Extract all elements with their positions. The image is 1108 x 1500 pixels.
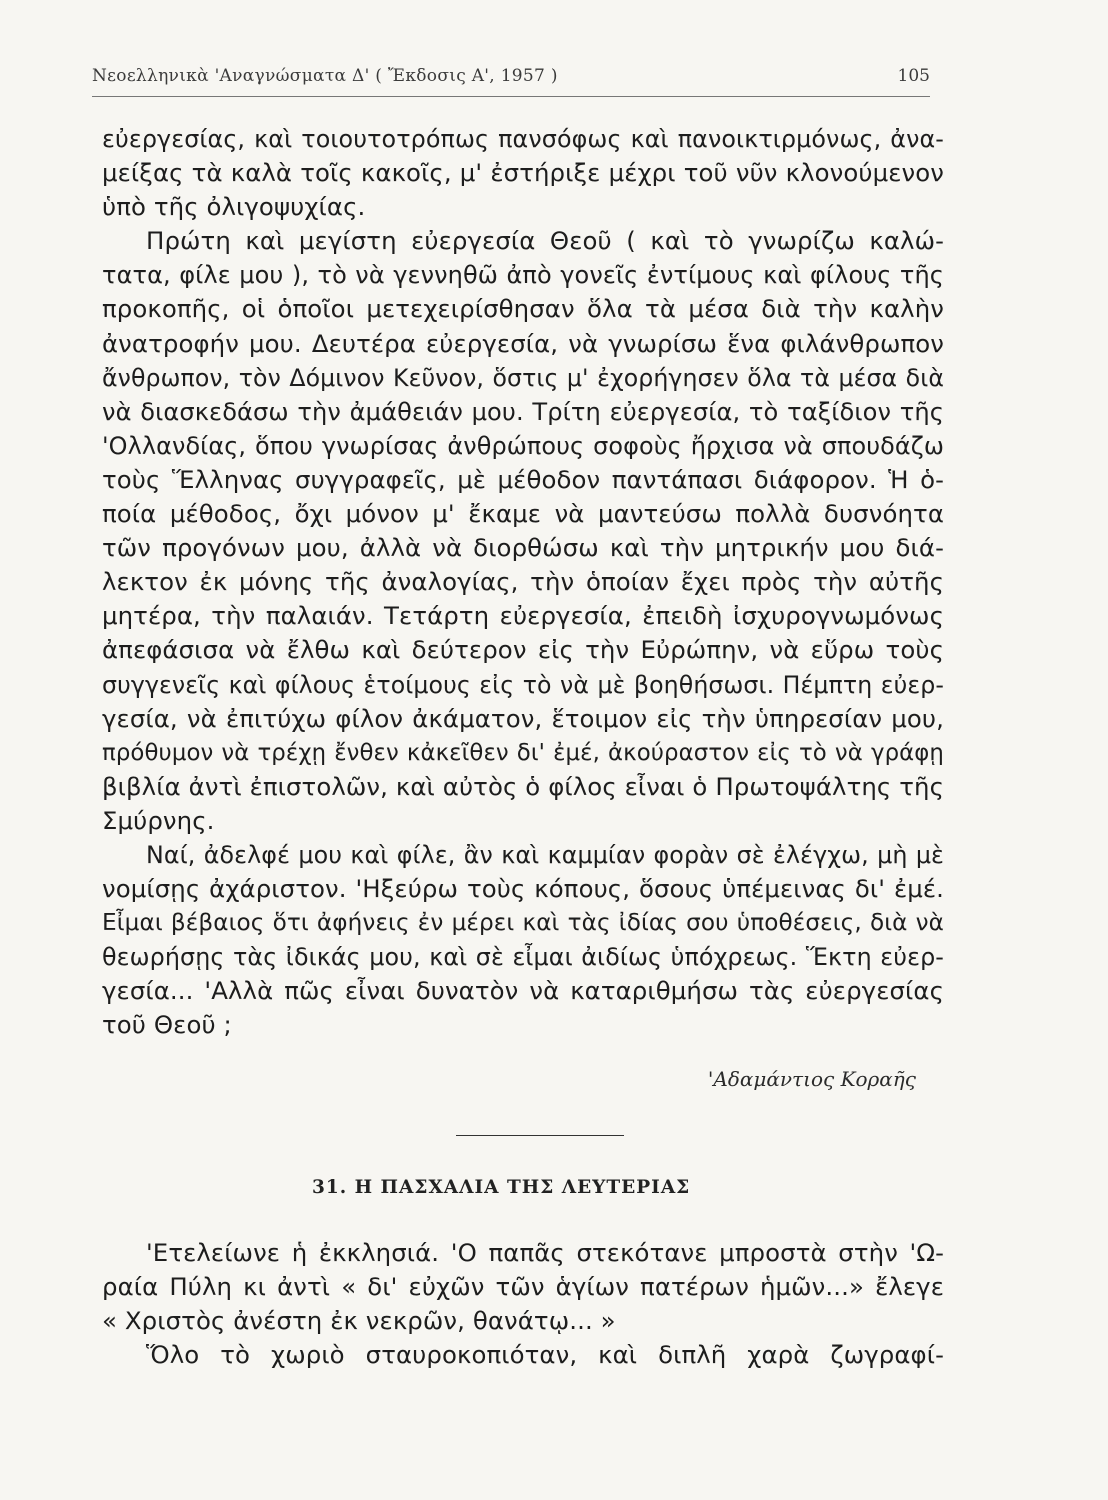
text-line: ποία μέθοδος, ὄχι μόνον μ' ἔκαμε νὰ μαντεύσω πολλὰ δυσνόητα [102, 499, 944, 529]
text-line: 'Ετελείωνε ἡ ἐκκλησιά. 'Ο παπᾶς στεκότανε μπροστὰ στὴν 'Ω- [146, 1238, 944, 1267]
text-line: βιβλία ἀντὶ ἐπιστολῶν, καὶ αὐτὸς ὁ φίλος εἶναι ὁ Πρωτοψάλτης τῆς [102, 771, 944, 801]
text-line: 'Ολλανδίας, ὅπου γνωρίσας ἀνθρώπους σοφοὺς ἤρχισα νὰ σπουδάζω [102, 431, 944, 460]
text-line: ὑπὸ τῆς ὀλιγοψυχίας. [102, 192, 366, 222]
text-line: ἀπεφάσισα νὰ ἔλθω καὶ δεύτερον εἰς τὴν Εὐρώπην, νὰ εὕρω τοὺς [102, 635, 944, 665]
text-line: μητέρα, τὴν παλαιάν. Τετάρτη εὐεργεσία, ἐπειδὴ ἰσχυρογνωμόνως [102, 601, 944, 631]
text-line: εὐεργεσίας, καὶ τοιουτοτρόπως πανσόφως καὶ πανοικτιρμόνως, ἀνα- [102, 125, 944, 153]
text-line: θεωρήσῃς τὰς ἰδικάς μου, καὶ σὲ εἶμαι ἀιδίως ὑπόχρεως. Ἕκτη εὐερ- [102, 943, 944, 972]
text-line: προκοπῆς, οἱ ὁποῖοι μετεχειρίσθησαν ὅλα τὰ μέσα διὰ τὴν καλὴν [102, 294, 944, 324]
header-rule [92, 96, 930, 97]
section-divider [456, 1135, 624, 1136]
text-line: ἀνατροφήν μου. Δευτέρα εὐεργεσία, νὰ γνωρίσω ἕνα φιλάνθρωπον [102, 328, 944, 358]
text-line: Ναί, ἀδελφέ μου καὶ φίλε, ἂν καὶ καμμίαν φορὰν σὲ ἐλέγχω, μὴ μὲ [146, 840, 944, 869]
text-line: τοῦ Θεοῦ ; [102, 1010, 232, 1040]
text-line: νομίσῃς ἀχάριστον. 'Ηξεύρω τοὺς κόπους, ὅσους ὑπέμεινας δι' ἐμέ. [102, 874, 944, 904]
text-line: Πρώτη καὶ μεγίστη εὐεργεσία Θεοῦ ( καὶ τὸ γνωρίζω καλώ- [146, 226, 944, 256]
text-line: Εἶμαι βέβαιος ὅτι ἀφήνεις ἐν μέρει καὶ τὰς ἰδίας σου ὑποθέσεις, διὰ νὰ [102, 910, 944, 937]
text-line: γεσία... 'Αλλὰ πῶς εἶναι δυνατὸν νὰ καταριθμήσω τὰς εὐεργεσίας [102, 976, 944, 1006]
section-title: 31. Η ΠΑΣΧΑΛΙΑ ΤΗΣ ΛΕΥΤΕΡΙΑΣ [312, 1177, 691, 1198]
text-line: νὰ διασκεδάσω τὴν ἀμάθειάν μου. Τρίτη εὐεργεσία, τὸ ταξίδιον τῆς [102, 397, 944, 426]
text-line: τῶν προγόνων μου, ἀλλὰ νὰ διορθώσω καὶ τὴν μητρικήν μου διά- [102, 533, 944, 563]
text-line: ἄνθρωπον, τὸν Δόμινον Κεῦνον, ὅστις μ' ἐχορήγησεν ὅλα τὰ μέσα διὰ [102, 363, 944, 392]
text-line: μείξας τὰ καλὰ τοῖς κακοῖς, μ' ἐστήριξε μέχρι τοῦ νῦν κλονούμενον [102, 158, 944, 188]
text-line: πρόθυμον νὰ τρέχῃ ἔνθεν κἀκεῖθεν δι' ἐμέ, ἀκούραστον εἰς τὸ νὰ γράφῃ [102, 739, 944, 766]
author-signature: 'Αδαμάντιος Κοραῆς [707, 1067, 916, 1091]
text-line: Ὅλο τὸ χωριὸ σταυροκοπιόταν, καὶ διπλῆ χαρὰ ζωγραφί- [146, 1340, 944, 1370]
page-number: 105 [897, 66, 930, 86]
text-line: τατα, φίλε μου ), τὸ νὰ γεννηθῶ ἀπὸ γονεῖς ἐντίμους καὶ φίλους τῆς [102, 261, 944, 290]
text-line: τοὺς Ἕλληνας συγγραφεῖς, μὲ μέθοδον παντάπασι διάφορον. Ἡ ὁ- [102, 464, 944, 494]
text-line: συγγενεῖς καὶ φίλους ἑτοίμους εἰς τὸ νὰ μὲ βοηθήσωσι. Πέμπτη εὐερ- [102, 670, 944, 699]
text-line: ραία Πύλη κι ἀντὶ « δι' εὐχῶν τῶν ἁγίων πατέρων ἡμῶν...» ἔλεγε [102, 1272, 944, 1302]
running-head: Νεοελληνικὰ 'Αναγνώσματα Δ' ( Ἔκδοσις Α', 1957 ) [92, 66, 558, 86]
section-text [102, 1236, 944, 1372]
text-line: λεκτον ἐκ μόνης τῆς ἀναλογίας, τὴν ὁποίαν ἔχει πρὸς τὴν αὐτῆς [102, 567, 944, 597]
text-line: « Χριστὸς ἀνέστη ἐκ νεκρῶν, θανάτῳ... » [102, 1306, 616, 1336]
body-text [102, 122, 944, 1043]
text-line: γεσία, νὰ ἐπιτύχω φίλον ἀκάματον, ἕτοιμον εἰς τὴν ὑπηρεσίαν μου, [102, 703, 944, 733]
text-line: Σμύρνης. [102, 805, 215, 835]
